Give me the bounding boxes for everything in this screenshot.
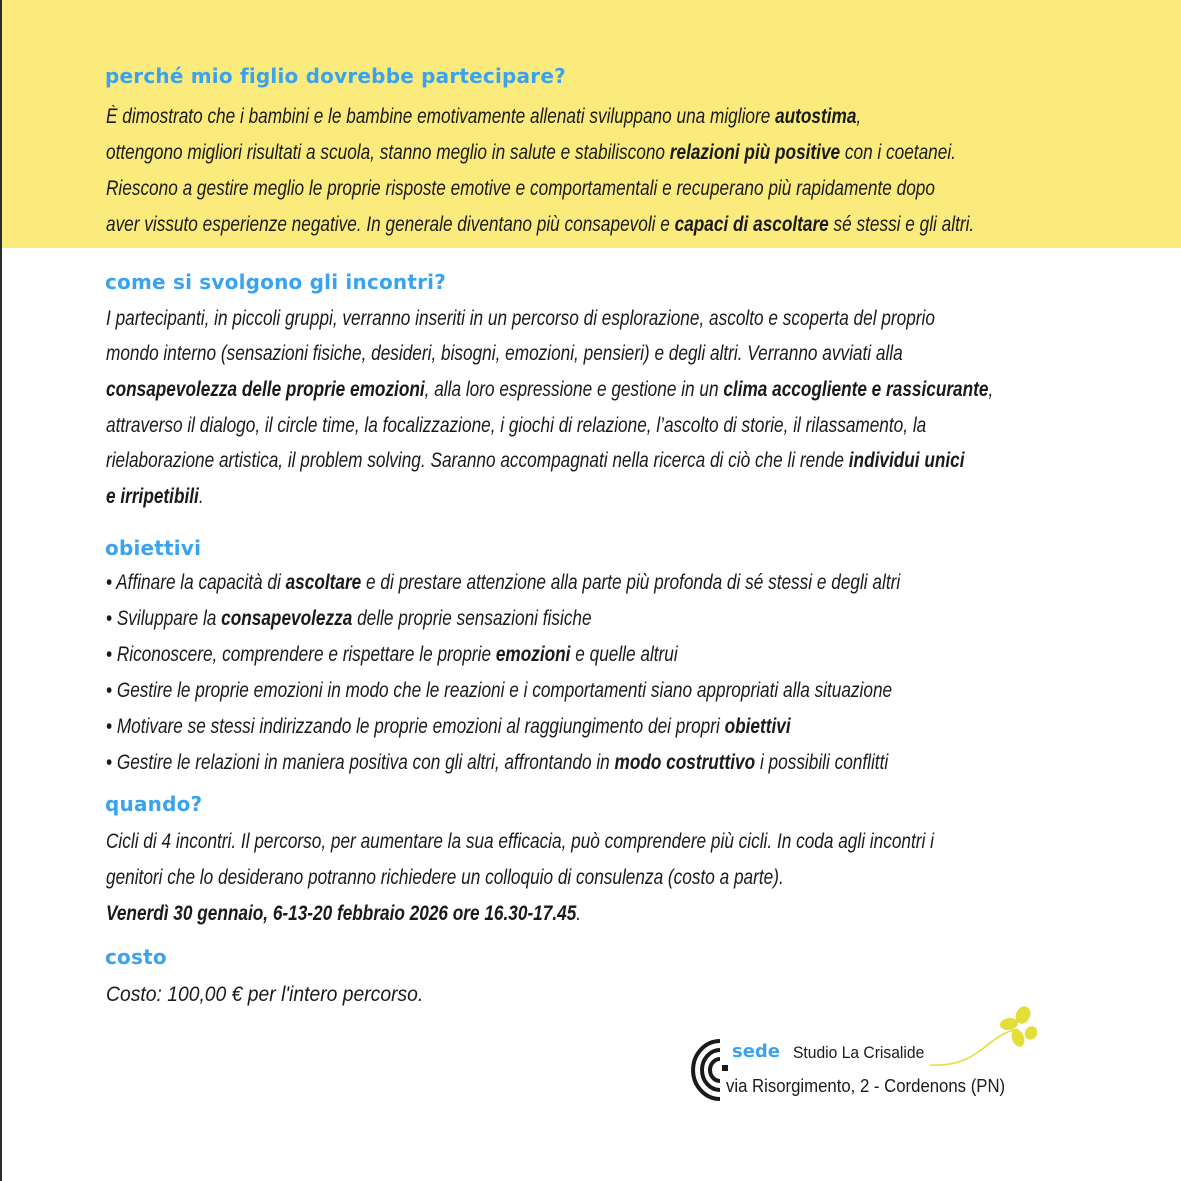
bold-text: consapevolezza delle proprie emozioni [106,378,425,401]
cost-text: Costo: 100,00 € per l'intero percorso. [106,983,424,1006]
dates-text: Venerdì 30 gennaio, 6-13-20 febbraio 2026 ore 16.30-17.45 [106,902,577,925]
why-line [106,105,861,129]
bold-text: autostima [775,105,857,128]
when-line: genitori che lo desiderano potranno richiedere un colloquio di consulenza (costo a parte). [106,866,784,889]
butterfly-icon [930,1005,1040,1070]
section-why-heading: perché mio figlio dovrebbe partecipare? [105,64,566,88]
text-span: . [576,902,582,925]
text-span: e di prestare attenzione alla parte più profonda di sé stessi e degli altri [361,571,901,594]
venue-name: Studio La Crisalide [793,1043,925,1062]
how-line [106,342,903,366]
text-span: i possibili conflitti [755,751,889,774]
goal-item [106,607,592,631]
bold-text: ascoltare [285,571,362,594]
text-span: È dimostrato che i bambini e le bambine emotivamente allenati sviluppano una migliore [106,105,776,128]
text-span: Riescono a gestire meglio le proprie risposte emotive e comportamentali e recuperano più rapidamente dopo [106,177,935,200]
bold-text: capaci di ascoltare [674,213,829,236]
text-span: rielaborazione artistica, il problem solving. Saranno accompagnati nella ricerca di ciò che li rende [106,449,849,472]
why-line [106,141,956,165]
text-span: • Gestire le proprie emozioni in modo che le reazioni e i comportamenti siano appropriati alla situazione [106,679,893,702]
text-span: • Affinare la capacità di [106,571,286,594]
section-goals-heading: obiettivi [105,536,202,560]
bold-text: relazioni più positive [669,141,841,164]
bold-text: individui unici [848,449,965,472]
venue-label: sede [732,1041,781,1062]
text-span: attraverso il dialogo, il circle time, la focalizzazione, i giochi di relazione, l’ascolto di storie, il rilassamento, la [106,414,927,437]
text-span: sé stessi e gli altri. [828,213,975,236]
section-when-heading: quando? [105,792,203,816]
bold-text: consapevolezza [221,607,353,630]
how-line [106,449,965,473]
venue-block [690,1005,1040,1110]
bold-text: e irripetibili [106,485,199,508]
text-span: . [198,485,204,508]
bold-text: emozioni [495,643,571,666]
when-dates [106,902,581,926]
text-span: , [988,378,994,401]
text-span: aver vissuto esperienze negative. In generale diventano più consapevoli e [106,213,675,236]
goal-item [106,643,678,667]
goal-item [106,571,900,595]
bold-text: obiettivi [724,715,791,738]
section-cost-heading: costo [105,945,167,969]
bold-text: clima accogliente e rassicurante [723,378,989,401]
text-span: e quelle altrui [570,643,678,666]
how-line [106,307,935,331]
how-line [106,485,204,509]
bold-text: modo costruttivo [614,751,756,774]
goal-item [106,715,791,739]
text-span: delle proprie sensazioni fisiche [352,607,592,630]
venue-address: via Risorgimento, 2 - Cordenons (PN) [726,1076,1006,1096]
when-line: Cicli di 4 incontri. Il percorso, per aumentare la sua efficacia, può comprendere più cicli. In coda agli incontri i [106,830,934,853]
text-span: , [856,105,862,128]
goal-item [106,679,892,703]
text-span: • Riconoscere, comprendere e rispettare le proprie [106,643,496,666]
text-span: • Gestire le relazioni in maniera positiva con gli altri, affrontando in [106,751,615,774]
text-span: , alla loro espressione e gestione in un [424,378,724,401]
why-line [106,213,974,237]
text-span: I partecipanti, in piccoli gruppi, verranno inseriti in un percorso di esplorazione, ascolto e scoperta del proprio [106,307,935,330]
how-line [106,378,993,402]
why-line [106,177,935,201]
text-span: ottengono migliori risultati a scuola, stanno meglio in salute e stabiliscono [106,141,670,164]
goal-item [106,751,888,775]
how-line [106,414,926,438]
text-span: • Sviluppare la [106,607,222,630]
section-how-heading: come si svolgono gli incontri? [105,270,447,294]
text-span: mondo interno (sensazioni fisiche, desideri, bisogni, emozioni, pensieri) e degli altri. Verranno avviati alla [106,342,903,365]
text-span: con i coetanei. [840,141,956,164]
text-span: • Motivare se stessi indirizzando le proprie emozioni al raggiungimento dei propri [106,715,725,738]
